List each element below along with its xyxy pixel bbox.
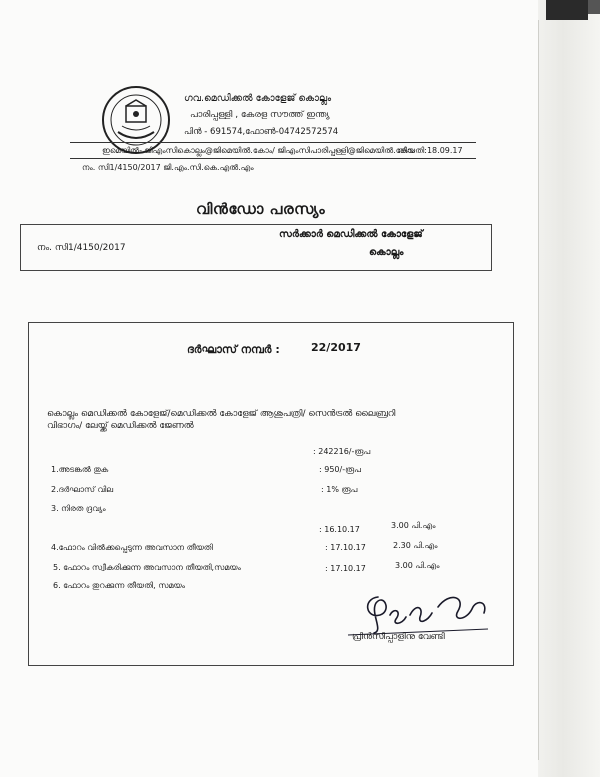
detail-value: : 242216/-രൂപ	[313, 447, 371, 456]
detail-label: 2.ദർഘാസ് വില	[51, 485, 114, 494]
college-contact: പിൻ - 691574,ഫോൺ-04742572574	[184, 127, 339, 137]
scan-corner-mark	[588, 0, 600, 14]
tender-subject-line1: കൊല്ലം മെഡിക്കൽ കോളേജ്/മെഡിക്കൽ കോളേജ് ആശുപത്രി/ സെൻട്രൽ ലൈബ്രറി	[47, 409, 396, 419]
detail-value: : 1% രൂപ	[321, 485, 358, 494]
detail-label: 1.അടങ്കൽ തുക	[51, 465, 109, 474]
schedule-time: 3.00 പി.എം	[391, 521, 436, 530]
college-name: ഗവ.മെഡിക്കൽ കോളേജ് കൊല്ലം	[184, 93, 332, 104]
tender-number-value: 22/2017	[311, 341, 361, 354]
schedule-date: : 17.10.17	[325, 543, 366, 552]
schedule-date: : 16.10.17	[319, 525, 360, 534]
notice-org-line1: സർക്കാർ മെഡിക്കൽ കോളേജ്	[279, 229, 423, 240]
page-edge-shadow	[538, 0, 600, 777]
reference-number: നം. സി1/4150/2017 ജി.എം.സി.കെ.എൽ.എം	[82, 163, 254, 172]
document-date: തീയതി:18.09.17	[398, 146, 463, 155]
schedule-time: 3.00 പി.എം	[395, 561, 440, 570]
tender-number-label: ദർഘാസ് നമ്പർ :	[187, 343, 280, 356]
signatory-label: പ്രിൻസിപ്പാളിനു വേണ്ടി	[352, 632, 445, 642]
header-divider	[70, 142, 476, 143]
scan-corner-mark	[546, 0, 588, 20]
notice-box	[20, 224, 492, 271]
college-address: പാരിപ്പള്ളി , കേരള സൗത്ത് ഇന്ത്യ	[190, 110, 330, 120]
detail-label: 3. നിരത ദ്രവ്യം	[51, 504, 106, 513]
tender-subject-line2: വിഭാഗം/ ലേയ്ക്ക് മെഡിക്കൽ ജേണൽ	[47, 421, 194, 431]
header-divider	[70, 158, 476, 159]
schedule-time: 2.30 പി.എം	[393, 541, 438, 550]
schedule-label: 4.ഫോറം വിൽക്കപ്പെടുന്ന അവസാന തീയതി	[51, 543, 213, 552]
notice-number: നം. സി1/4150/2017	[37, 243, 126, 253]
page-title: വിൻഡോ പരസ്യം	[196, 200, 326, 218]
schedule-label: 5. ഫോറം സ്വീകരിക്കുന്ന അവസാന തീയതി,സമയം	[53, 563, 241, 572]
page-fold-line	[538, 20, 539, 760]
college-email: ഇമെയിൽ- ജിഎംസികൊല്ലം@ജിമെയിൽ.കോം/ ജിഎംസിപാരിപ്പള്ളി@ജിമെയിൽ.കോം	[102, 146, 416, 155]
schedule-date: : 17.10.17	[325, 564, 366, 573]
detail-value: : 950/-രൂപ	[319, 465, 361, 474]
notice-org-line2: കൊല്ലം	[369, 247, 404, 258]
schedule-label: 6. ഫോറം തുറക്കുന്ന തീയതി, സമയം	[53, 581, 186, 590]
